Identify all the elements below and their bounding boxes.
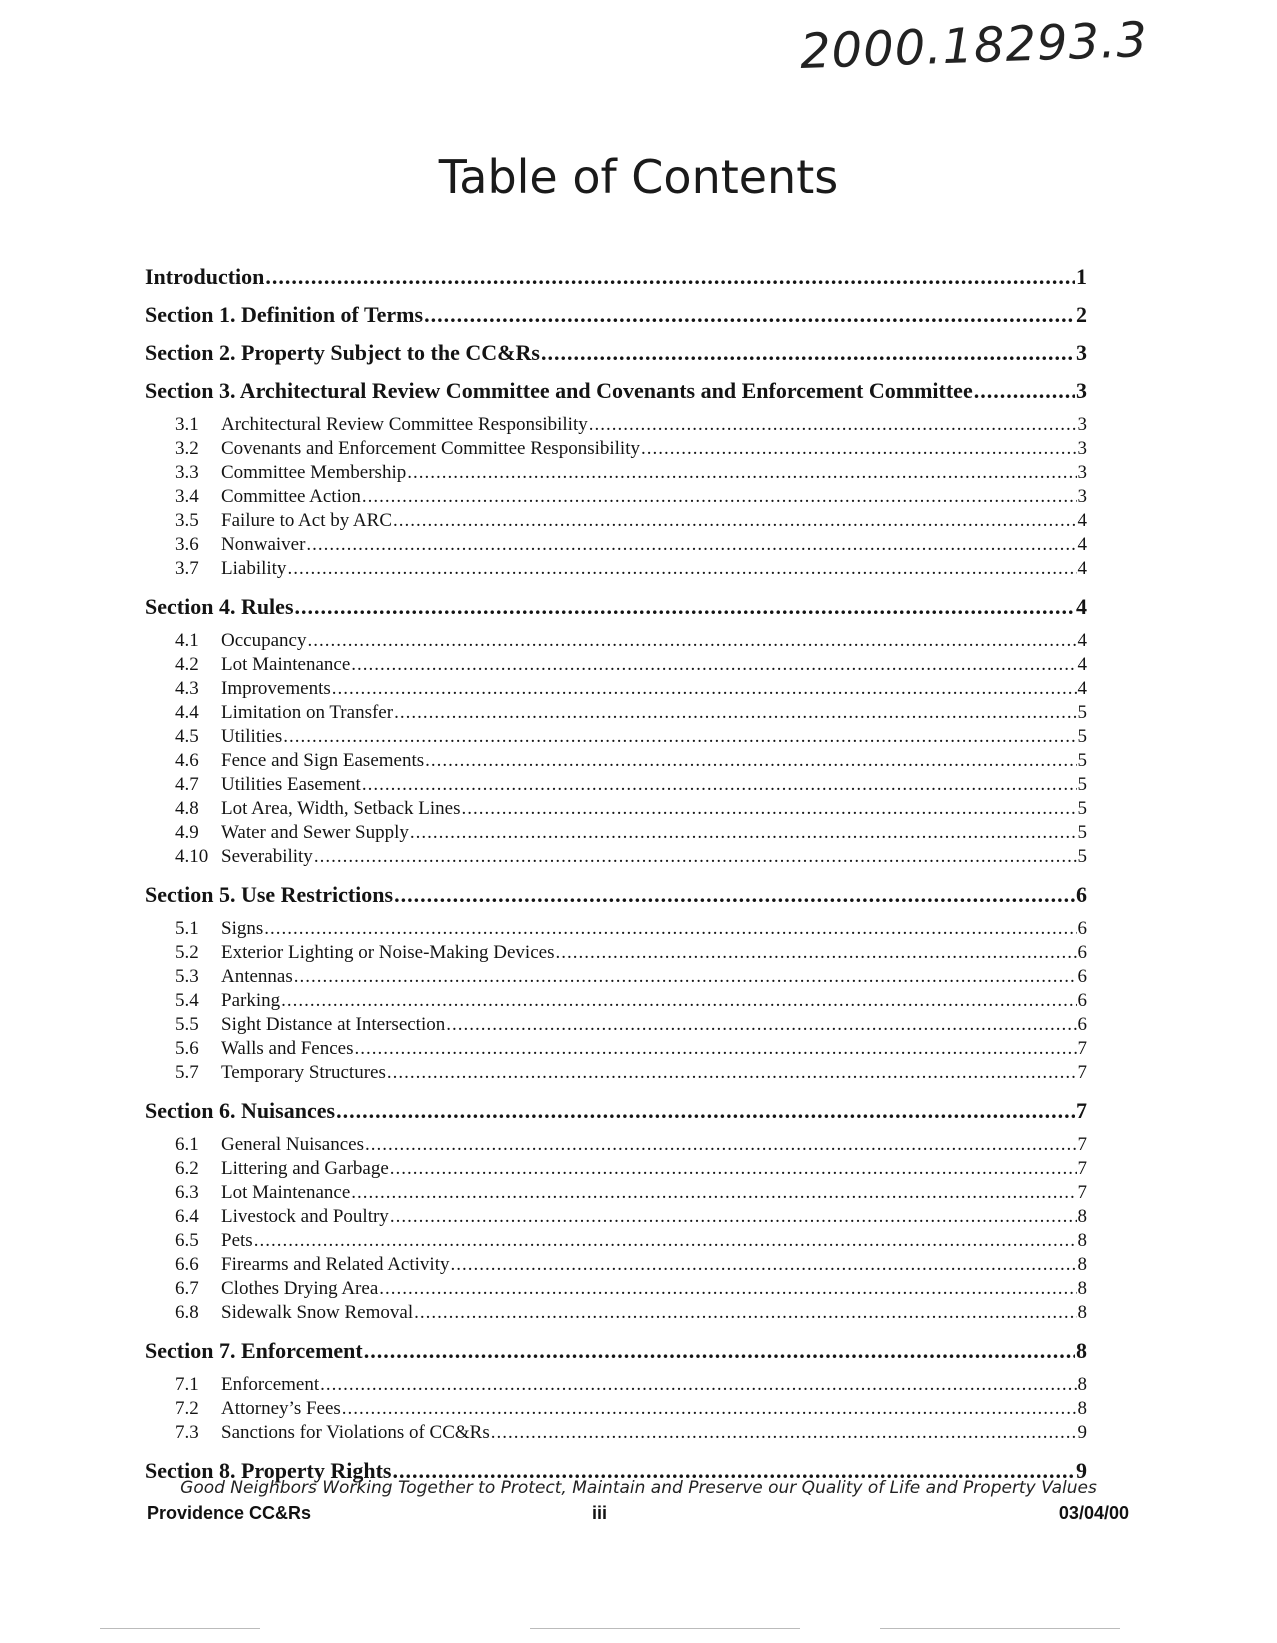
toc-subsection-label: Lot Maintenance xyxy=(221,1182,351,1203)
toc-subsection-page: 7 xyxy=(1077,1134,1087,1155)
toc-subsection-page: 8 xyxy=(1077,1278,1087,1299)
dot-leader xyxy=(394,702,1076,724)
toc-subsection-number: 7.3 xyxy=(175,1422,199,1443)
toc-subsection-entry xyxy=(145,1182,1087,1206)
toc-subsection-page: 7 xyxy=(1077,1158,1087,1179)
dot-leader xyxy=(287,558,1076,580)
toc-subsection-number: 4.7 xyxy=(175,774,199,795)
toc-section-entry xyxy=(145,262,1087,300)
toc-subsection-entry xyxy=(145,918,1087,942)
dot-leader xyxy=(294,966,1077,988)
toc-subsection-page: 9 xyxy=(1077,1422,1087,1443)
toc-subsection-entry xyxy=(145,654,1087,678)
toc-subsection-number: 5.5 xyxy=(175,1014,199,1035)
toc-subsection-entry xyxy=(145,702,1087,726)
toc-subsection-entry xyxy=(145,798,1087,822)
toc-subsection-number: 6.7 xyxy=(175,1278,199,1299)
toc-subsection-entry xyxy=(145,510,1087,534)
toc-subsection-label: Temporary Structures xyxy=(221,1062,386,1083)
scan-artifact-line xyxy=(530,1628,800,1629)
toc-subsection-page: 6 xyxy=(1077,918,1087,939)
toc-subsection-label: Antennas xyxy=(221,966,293,987)
toc-subsection-entry xyxy=(145,1230,1087,1254)
toc-section-label: Section 6. Nuisances xyxy=(145,1098,336,1123)
toc-subsection-page: 5 xyxy=(1077,822,1087,843)
dot-leader xyxy=(364,1336,1075,1366)
toc-subsection-number: 5.4 xyxy=(175,990,199,1011)
toc-section-entry xyxy=(145,376,1087,414)
toc-subsection-number: 5.1 xyxy=(175,918,199,939)
toc-section-page: 7 xyxy=(1076,1098,1087,1123)
dot-leader xyxy=(306,534,1076,556)
toc-subsection-page: 4 xyxy=(1077,510,1087,531)
toc-subsection-entry xyxy=(145,1302,1087,1326)
section-spacer xyxy=(145,870,1087,880)
footer-date: 03/04/00 xyxy=(1058,1503,1129,1523)
toc-subsection-entry xyxy=(145,1158,1087,1182)
toc-subsection-label: Nonwaiver xyxy=(221,534,306,555)
section-spacer xyxy=(145,1086,1087,1096)
toc-subsection-entry xyxy=(145,486,1087,510)
dot-leader xyxy=(410,822,1077,844)
toc-subsection-page: 8 xyxy=(1077,1230,1087,1251)
toc-subsection-entry xyxy=(145,846,1087,870)
section-spacer xyxy=(145,582,1087,592)
toc-subsection-page: 5 xyxy=(1077,702,1087,723)
toc-subsection-page: 4 xyxy=(1077,630,1087,651)
toc-subsection-entry xyxy=(145,1374,1087,1398)
toc-subsection-entry xyxy=(145,750,1087,774)
toc-subsection-number: 6.5 xyxy=(175,1230,199,1251)
toc-subsection-label: Utilities xyxy=(221,726,283,747)
toc-subsection-label: Attorney’s Fees xyxy=(221,1398,341,1419)
toc-subsection-label: Occupancy xyxy=(221,630,307,651)
toc-subsection-page: 7 xyxy=(1077,1038,1087,1059)
toc-section-entry xyxy=(145,880,1087,918)
toc-subsection-page: 8 xyxy=(1077,1206,1087,1227)
dot-leader xyxy=(264,918,1076,940)
toc-subsection-page: 5 xyxy=(1077,750,1087,771)
toc-subsection-number: 5.2 xyxy=(175,942,199,963)
toc-subsection-label: Sight Distance at Intersection xyxy=(221,1014,446,1035)
toc-subsection-entry xyxy=(145,1422,1087,1446)
dot-leader xyxy=(974,376,1075,406)
toc-subsection-number: 4.8 xyxy=(175,798,199,819)
toc-subsection-number: 3.1 xyxy=(175,414,199,435)
toc-subsection-page: 8 xyxy=(1077,1398,1087,1419)
toc-section-page: 6 xyxy=(1076,882,1087,907)
toc-subsection-label: Sanctions for Violations of CC&Rs xyxy=(221,1422,490,1443)
dot-leader xyxy=(414,1302,1076,1324)
footer-tagline: Good Neighbors Working Together to Protect, Maintain and Preserve our Quality of Life and Property Values xyxy=(180,1478,1097,1498)
toc-subsection-page: 7 xyxy=(1077,1062,1087,1083)
toc-subsection-number: 7.2 xyxy=(175,1398,199,1419)
toc-subsection-label: Livestock and Poultry xyxy=(221,1206,389,1227)
dot-leader xyxy=(351,654,1076,676)
toc-subsection-page: 6 xyxy=(1077,942,1087,963)
toc-subsection-page: 4 xyxy=(1077,558,1087,579)
toc-subsection-label: Lot Area, Width, Setback Lines xyxy=(221,798,461,819)
dot-leader xyxy=(379,1278,1076,1300)
toc-subsection-label: Failure to Act by ARC xyxy=(221,510,392,531)
scan-artifact-line xyxy=(880,1628,1120,1629)
toc-subsection-label: Fence and Sign Easements xyxy=(221,750,425,771)
toc-subsection-number: 4.10 xyxy=(175,846,209,867)
toc-subsection-label: Architectural Review Committee Responsibility xyxy=(221,414,588,435)
toc-subsection-label: Improvements xyxy=(221,678,331,699)
dot-leader xyxy=(314,846,1077,868)
toc-subsection-number: 4.4 xyxy=(175,702,199,723)
toc-subsection-page: 6 xyxy=(1077,966,1087,987)
toc-subsection-label: Enforcement xyxy=(221,1374,320,1395)
page-footer xyxy=(147,1503,1129,1524)
toc-subsection-entry xyxy=(145,1014,1087,1038)
toc-subsection-entry xyxy=(145,414,1087,438)
dot-leader xyxy=(390,1158,1077,1180)
toc-subsection-number: 3.5 xyxy=(175,510,199,531)
toc-section-entry xyxy=(145,1336,1087,1374)
toc-subsection-page: 4 xyxy=(1077,678,1087,699)
toc-section-entry xyxy=(145,300,1087,338)
toc-subsection-number: 4.1 xyxy=(175,630,199,651)
toc-subsection-entry xyxy=(145,1062,1087,1086)
toc-subsection-number: 4.2 xyxy=(175,654,199,675)
toc-subsection-entry xyxy=(145,558,1087,582)
dot-leader xyxy=(362,774,1077,796)
dot-leader xyxy=(320,1374,1076,1396)
toc-subsection-label: Severability xyxy=(221,846,313,867)
dot-leader xyxy=(342,1398,1077,1420)
dot-leader xyxy=(424,300,1075,330)
dot-leader xyxy=(390,1206,1077,1228)
dot-leader xyxy=(351,1182,1076,1204)
toc-subsection-entry xyxy=(145,534,1087,558)
toc-subsection-entry xyxy=(145,726,1087,750)
toc-subsection-number: 3.4 xyxy=(175,486,199,507)
toc-subsection-entry xyxy=(145,774,1087,798)
toc-section-page: 8 xyxy=(1076,1338,1087,1363)
toc-subsection-label: Covenants and Enforcement Committee Responsibility xyxy=(221,438,640,459)
handwritten-document-number: 2000.18293.3 xyxy=(799,11,1149,81)
toc-section-entry xyxy=(145,592,1087,630)
toc-subsection-number: 6.4 xyxy=(175,1206,199,1227)
toc-subsection-entry xyxy=(145,1398,1087,1422)
dot-leader xyxy=(446,1014,1076,1036)
toc-subsection-entry xyxy=(145,1134,1087,1158)
toc-subsection-entry xyxy=(145,1206,1087,1230)
dot-leader xyxy=(491,1422,1077,1444)
toc-section-label: Section 1. Definition of Terms xyxy=(145,302,424,327)
table-of-contents xyxy=(145,262,1087,1494)
dot-leader xyxy=(365,1134,1077,1156)
dot-leader xyxy=(555,942,1076,964)
section-spacer xyxy=(145,1446,1087,1456)
toc-subsection-entry xyxy=(145,462,1087,486)
toc-subsection-number: 6.3 xyxy=(175,1182,199,1203)
toc-subsection-label: Lot Maintenance xyxy=(221,654,351,675)
toc-subsection-label: Committee Membership xyxy=(221,462,407,483)
toc-section-page: 3 xyxy=(1076,340,1087,365)
dot-leader xyxy=(394,880,1075,910)
toc-section-label: Section 3. Architectural Review Committee and Covenants and Enforcement Committee xyxy=(145,378,973,403)
toc-subsection-entry xyxy=(145,822,1087,846)
toc-section-page: 1 xyxy=(1076,264,1087,289)
dot-leader xyxy=(355,1038,1077,1060)
dot-leader xyxy=(265,262,1075,292)
toc-subsection-label: Liability xyxy=(221,558,287,579)
dot-leader xyxy=(307,630,1076,652)
section-spacer xyxy=(145,1326,1087,1336)
toc-subsection-page: 8 xyxy=(1077,1302,1087,1323)
toc-subsection-label: Clothes Drying Area xyxy=(221,1278,379,1299)
toc-subsection-page: 3 xyxy=(1077,414,1087,435)
toc-subsection-page: 4 xyxy=(1077,654,1087,675)
footer-document-name: Providence CC&Rs xyxy=(147,1503,312,1523)
page-title: Table of Contents xyxy=(438,150,839,204)
toc-subsection-number: 4.6 xyxy=(175,750,199,771)
toc-subsection-label: Pets xyxy=(221,1230,253,1251)
toc-subsection-number: 5.3 xyxy=(175,966,199,987)
toc-subsection-page: 7 xyxy=(1077,1182,1087,1203)
toc-subsection-label: General Nuisances xyxy=(221,1134,364,1155)
toc-subsection-number: 3.2 xyxy=(175,438,199,459)
toc-subsection-page: 3 xyxy=(1077,462,1087,483)
dot-leader xyxy=(295,592,1076,622)
dot-leader xyxy=(332,678,1077,700)
toc-subsection-page: 8 xyxy=(1077,1374,1087,1395)
toc-section-label: Introduction xyxy=(145,264,265,289)
toc-subsection-label: Committee Action xyxy=(221,486,361,507)
toc-section-page: 4 xyxy=(1076,594,1087,619)
toc-subsection-number: 5.7 xyxy=(175,1062,199,1083)
toc-subsection-number: 6.1 xyxy=(175,1134,199,1155)
scan-artifact-line xyxy=(100,1628,260,1629)
toc-section-label: Section 8. Property Rights xyxy=(145,1458,392,1483)
toc-subsection-label: Littering and Garbage xyxy=(221,1158,389,1179)
dot-leader xyxy=(281,990,1076,1012)
dot-leader xyxy=(450,1254,1076,1276)
toc-subsection-number: 6.8 xyxy=(175,1302,199,1323)
dot-leader xyxy=(541,338,1075,368)
toc-subsection-page: 6 xyxy=(1077,1014,1087,1035)
toc-section-page: 3 xyxy=(1076,378,1087,403)
toc-section-entry xyxy=(145,1096,1087,1134)
toc-section-entry xyxy=(145,338,1087,376)
dot-leader xyxy=(425,750,1076,772)
toc-subsection-page: 3 xyxy=(1077,438,1087,459)
toc-subsection-entry xyxy=(145,942,1087,966)
toc-subsection-page: 5 xyxy=(1077,774,1087,795)
toc-subsection-number: 4.9 xyxy=(175,822,199,843)
toc-subsection-number: 3.3 xyxy=(175,462,199,483)
dot-leader xyxy=(336,1096,1075,1126)
toc-subsection-number: 7.1 xyxy=(175,1374,199,1395)
toc-subsection-label: Water and Sewer Supply xyxy=(221,822,409,843)
toc-section-page: 2 xyxy=(1076,302,1087,327)
toc-subsection-page: 5 xyxy=(1077,798,1087,819)
toc-subsection-entry xyxy=(145,678,1087,702)
toc-subsection-label: Walls and Fences xyxy=(221,1038,354,1059)
footer-page-number: iii xyxy=(592,1503,608,1523)
dot-leader xyxy=(641,438,1077,460)
dot-leader xyxy=(254,1230,1077,1252)
toc-subsection-label: Parking xyxy=(221,990,281,1011)
toc-section-label: Section 2. Property Subject to the CC&Rs xyxy=(145,340,540,365)
toc-subsection-number: 6.2 xyxy=(175,1158,199,1179)
toc-subsection-page: 6 xyxy=(1077,990,1087,1011)
toc-subsection-number: 5.6 xyxy=(175,1038,199,1059)
dot-leader xyxy=(387,1062,1077,1084)
dot-leader xyxy=(283,726,1076,748)
toc-section-label: Section 4. Rules xyxy=(145,594,294,619)
toc-subsection-page: 5 xyxy=(1077,846,1087,867)
toc-subsection-page: 3 xyxy=(1077,486,1087,507)
dot-leader xyxy=(462,798,1077,820)
dot-leader xyxy=(407,462,1076,484)
toc-subsection-number: 4.5 xyxy=(175,726,199,747)
toc-subsection-page: 5 xyxy=(1077,726,1087,747)
toc-subsection-page: 8 xyxy=(1077,1254,1087,1275)
toc-section-label: Section 5. Use Restrictions xyxy=(145,882,394,907)
toc-subsection-entry xyxy=(145,990,1087,1014)
toc-subsection-label: Sidewalk Snow Removal xyxy=(221,1302,414,1323)
toc-subsection-number: 4.3 xyxy=(175,678,199,699)
toc-subsection-number: 3.6 xyxy=(175,534,199,555)
toc-subsection-entry xyxy=(145,630,1087,654)
toc-subsection-entry xyxy=(145,438,1087,462)
toc-subsection-label: Exterior Lighting or Noise-Making Devices xyxy=(221,942,555,963)
toc-subsection-entry xyxy=(145,1254,1087,1278)
toc-subsection-page: 4 xyxy=(1077,534,1087,555)
toc-subsection-entry xyxy=(145,1278,1087,1302)
toc-subsection-label: Signs xyxy=(221,918,264,939)
toc-section-label: Section 7. Enforcement xyxy=(145,1338,363,1363)
toc-subsection-label: Utilities Easement xyxy=(221,774,361,795)
dot-leader xyxy=(362,486,1077,508)
toc-subsection-number: 3.7 xyxy=(175,558,199,579)
toc-section-page: 9 xyxy=(1076,1458,1087,1483)
toc-subsection-entry xyxy=(145,966,1087,990)
toc-subsection-label: Limitation on Transfer xyxy=(221,702,394,723)
toc-subsection-entry xyxy=(145,1038,1087,1062)
dot-leader xyxy=(393,510,1077,532)
dot-leader xyxy=(589,414,1077,436)
toc-subsection-label: Firearms and Related Activity xyxy=(221,1254,450,1275)
toc-subsection-number: 6.6 xyxy=(175,1254,199,1275)
